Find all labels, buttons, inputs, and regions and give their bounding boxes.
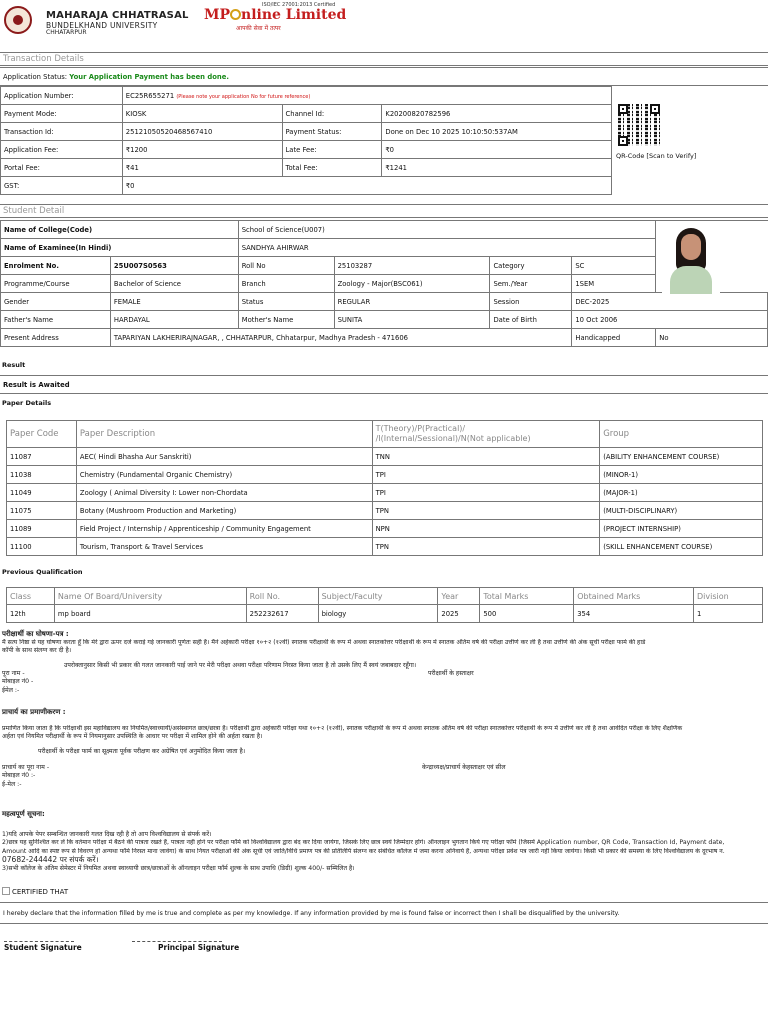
table-row: Name of Examinee(In Hindi) SANDHYA AHIRWAR bbox=[1, 239, 768, 257]
status-label: Application Status: bbox=[3, 72, 68, 81]
application-number: EC25R655271 bbox=[125, 91, 175, 100]
result-section-title: Result bbox=[2, 361, 26, 369]
table-row: Enrolment No. 25U007S0563 Roll No 25103287 Category SC bbox=[1, 257, 768, 275]
mponline-logo: MP nline Limited bbox=[204, 7, 347, 23]
transaction-title-table bbox=[0, 52, 768, 66]
certified-title: CERTIFIED THAT bbox=[2, 887, 68, 896]
notice-title: महत्वपूर्ण सूचना: bbox=[2, 810, 45, 818]
table-row: Present Address TAPARIYAN LAKHERIRAJNAGAR, , CHHATARPUR, Chhatarpur, Madhya Pradesh - 471606 Handicapped No bbox=[1, 329, 768, 347]
transaction-table bbox=[0, 86, 612, 195]
table-row: Transaction Id: 25121050520468567410 Payment Status: Done on Dec 10 2025 10:10:50:537AM bbox=[1, 123, 612, 141]
declaration-signature: परीक्षार्थी के हस्ताक्षर bbox=[428, 670, 474, 677]
status-value: Your Application Payment has been done. bbox=[69, 72, 229, 81]
table-row: Programme/Course Bachelor of Science Branch Zoology - Major(BSC061) Sem./Year 1SEM bbox=[1, 275, 768, 293]
paper-section-title: Paper Details bbox=[2, 399, 52, 407]
principal-signature-label: Principal Signature bbox=[158, 943, 240, 952]
principal-signature-line bbox=[132, 941, 222, 942]
table-row: 11049 Zoology ( Animal Diversity I: Lower non-Chordata TPI (MAJOR-1) bbox=[7, 484, 763, 502]
mponline-tagline: आपकी सेवा में तत्पर bbox=[236, 25, 281, 32]
certification-title: प्राचार्य का प्रमाणीकरण : bbox=[2, 708, 66, 716]
university-seal-icon bbox=[4, 6, 32, 34]
university-city: CHHATARPUR bbox=[46, 29, 87, 36]
table-row: Name of College(Code) School of Science(U007) bbox=[1, 221, 768, 239]
declaration-block: परीक्षार्थी का घोषणा-पत्र : मैं सत्य निष्ठा से यह घोषणा करता हूँ कि मेरे द्वारा ऊपर दर्ज कराई गई जानकारी पूर्णतः सही है। मैंने अर्हकारी परीक्षा १०+२ (१२वीं) स्नातक परीक्षार्थी के रूप में अथवा स्नातकोत्तर परीक्षार्थी के रूप में स्नातक अंतिम वर्ष की परीक्षा उत्तीर्ण कर ली है तथा उत्तीर्ण की अंक सूची परीक्षा फार्म की हार्ड कॉपी के साथ संलग्न कर दी है। उपरोक्तानुसार किसी भी प्रकार की गलत जानकारी पाई जाने पर मेरी परीक्षा अथवा परीक्षा परिणाम निरस्त किया जाता है तो उसके लिए मैं स्वयं जबाबदार रहूँगा। परीक्षार्थी के हस्ताक्षर पूरा नाम - मोबाइल नं0 - ईमेल :- bbox=[2, 630, 766, 697]
principal-seal-label: केन्द्राध्यक्ष/प्राचार्य केहस्ताक्षर एवं सील bbox=[422, 764, 506, 771]
student-signature-line bbox=[4, 941, 74, 942]
transaction-status-table bbox=[0, 67, 768, 86]
qr-code-icon bbox=[618, 104, 660, 146]
table-row: Father's Name HARDAYAL Mother's Name SUNITA Date of Birth 10 Oct 2006 bbox=[1, 311, 768, 329]
table-row: 11038 Chemistry (Fundamental Organic Chemistry) TPI (MINOR-1) bbox=[7, 466, 763, 484]
certified-table bbox=[0, 902, 768, 924]
table-header-row: Paper Code Paper Description T(Theory)/P(Practical)/ /I(Internal/Sessional)/N(Not applicable) Group bbox=[7, 421, 763, 448]
university-name-line2: BUNDELKHAND UNIVERSITY bbox=[46, 21, 158, 30]
qualification-table bbox=[6, 587, 763, 623]
application-note: (Please note your application No for future reference) bbox=[176, 93, 311, 100]
table-row: 12th mp board 252232617 biology 2025 500 354 1 bbox=[7, 605, 763, 623]
table-row: 11089 Field Project / Internship / Apprenticeship / Community Engagement NPN (PROJECT INTERNSHIP) bbox=[7, 520, 763, 538]
student-table bbox=[0, 220, 768, 347]
table-row: GST: ₹0 bbox=[1, 177, 612, 195]
table-row: 11100 Tourism, Transport & Travel Services TPN (SKILL ENHANCEMENT COURSE) bbox=[7, 538, 763, 556]
notice-block: महत्वपूर्ण सूचना: 1)यदि आपके पेपर सम्बन्धित जानकारी गलत दिख रही है तो आप विश्वविद्यालय से संपर्क करें। 2)छात्र यह सुनिश्चित कर लें कि वर्तमान परीक्षा में बैठने की पात्रता रखते हैं, पात्रता नहीं होने पर परीक्षा फॉर्म को विश्वविद्यालय द्वारा बंद कर दिया जायेगा, जिसके लिए छात्र स्वयं जिम्मेदार होंगे। ऑनलाइन भुगतान किये गए परीक्षा फॉर्म (जिसमें Application number, QR Code, Transaction Id, Payment date, Amount आदि का स्पष्ट रूप से विवरण हो अन्यथा फॉर्म निरस्त माना जावेगा) के साथ नियत परीक्षाओं की अंक सूची एवं जाति/विधि प्रमाण पत्र की प्रतिलिपि संलग्न कर संबंधित कॉलेज में जमा करना अनिवार्य है, अन्यथा परीक्षा प्रवेश पत्र जारी नहीं किया जायेगा। किसी भी प्रकार की समस्या के लिए विश्वविद्यालय के दूरभाष न. 07682-244442 पर संपर्क करें। 3)सभी कॉलेज के अंतिम सेमेस्टर में नियमित अथवा स्वाध्यायी छात्र/छात्राओं के ऑनलाइन परीक्षा फॉर्म शुल्क के साथ उपाधि (डिग्री) शुल्क 400/- सम्मिलित है। bbox=[2, 810, 766, 873]
table-row: Application Fee: ₹1200 Late Fee: ₹0 bbox=[1, 141, 612, 159]
table-row: Gender FEMALE Status REGULAR Session DEC-2025 bbox=[1, 293, 768, 311]
table-row: Application Number: EC25R655271 (Please note your application No for future reference) bbox=[1, 87, 612, 105]
table-row: Payment Mode: KIOSK Channel Id: K20200820782596 bbox=[1, 105, 612, 123]
university-name: MAHARAJA CHHATRASAL bbox=[46, 10, 189, 21]
table-header-row: Class Name Of Board/University Roll No. Subject/Faculty Year Total Marks Obtained Marks Division bbox=[7, 588, 763, 605]
mponline-cert: ISO/IEC 27001:2013 Certified bbox=[262, 2, 336, 8]
certified-text: I hereby declare that the information filled by me is true and complete as per my knowledge. If any information provided by me is found false or incorrect then I shall be disqualified by the university. bbox=[0, 903, 768, 924]
table-row: Portal Fee: ₹41 Total Fee: ₹1241 bbox=[1, 159, 612, 177]
declaration-title: परीक्षार्थी का घोषणा-पत्र : bbox=[2, 630, 69, 638]
paper-table bbox=[6, 420, 763, 556]
student-title-table bbox=[0, 204, 768, 218]
student-signature-label: Student Signature bbox=[4, 943, 82, 952]
certified-checkbox[interactable] bbox=[2, 887, 10, 895]
result-table bbox=[0, 375, 768, 394]
table-row: 11087 AEC( Hindi Bhasha Aur Sanskriti) TNN (ABILITY ENHANCEMENT COURSE) bbox=[7, 448, 763, 466]
student-photo bbox=[662, 224, 720, 294]
result-value: Result is Awaited bbox=[0, 376, 768, 394]
mponline-ring-icon bbox=[230, 9, 241, 20]
table-row: 11075 Botany (Mushroom Production and Marketing) TPN (MULTI-DISCIPLINARY) bbox=[7, 502, 763, 520]
certification-block: प्राचार्य का प्रमाणीकरण : प्रमाणित किया जाता है कि परीक्षार्थी इस महाविद्यालय का नियमित/स्वाध्यायी/असंस्थागत छात्र/छात्रा है। परीक्षार्थी द्वारा अर्हकारी परीक्षा यथा १०+२ (१२वीं), स्नातक परीक्षार्थी के रूप में अथवा स्नातक अंतिम वर्ष की परीक्षा स्नातकोत्तर परीक्षार्थी के रूप में उत्तीर्ण कर ली है तथा आवेदित परीक्षा के लिए शैक्षणिक अर्हता एवं नियमित परीक्षार्थी के रूप में नियमानुसार उपस्थिति के आधार पर परीक्षा में शामिल होने की अर्हता रखता है। परीक्षार्थी के परीक्षा फार्म का सूक्ष्मता पूर्वक परीक्षण कर अग्रेषित एवं अनुमोदित किया जाता है। प्राचार्य का पूरा नाम - केन्द्राध्यक्ष/प्राचार्य केहस्ताक्षर एवं सील मोबाइल नं0 :- ई-मेल :- bbox=[2, 708, 766, 790]
qualification-section-title: Previous Qualification bbox=[2, 568, 83, 576]
student-section-title: Student Detail bbox=[0, 205, 768, 218]
qr-caption: QR-Code [Scan to Verify] bbox=[616, 152, 697, 160]
transaction-section-title: Transaction Details bbox=[0, 53, 768, 66]
